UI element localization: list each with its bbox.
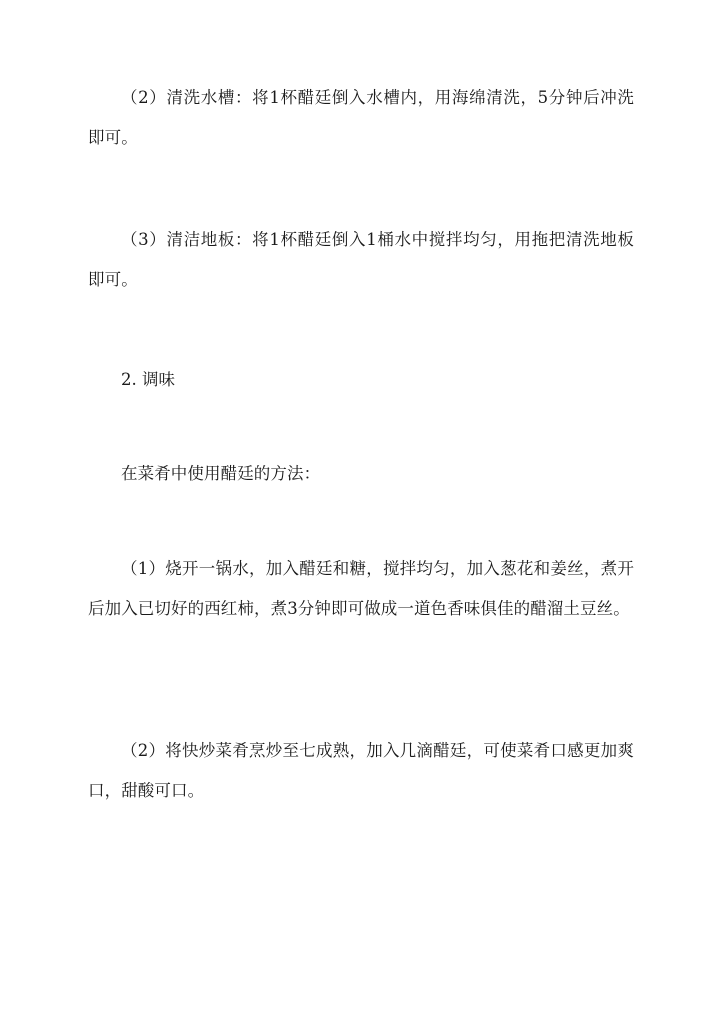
paragraph-recipe-tomato: （1）烧开一锅水，加入醋廷和糖，搅拌均匀，加入葱花和姜丝，煮开后加入已切好的西红柿，煮3分钟即可做成一道色香味俱佳的醋溜土豆丝。 bbox=[88, 559, 634, 618]
paragraph-recipe-stirfry: （2）将快炒菜肴烹炒至七成熟，加入几滴醋廷，可使菜肴口感更加爽口，甜酸可口。 bbox=[88, 741, 634, 800]
section-heading-seasoning: 2. 调味 bbox=[121, 370, 175, 389]
paragraph-usage-intro: 在菜肴中使用醋廷的方法： bbox=[121, 464, 321, 483]
paragraph-clean-sink: （2）清洗水槽：将1杯醋廷倒入水槽内，用海绵清洗，5分钟后冲洗即可。 bbox=[88, 88, 634, 147]
paragraph-clean-floor: （3）清洁地板：将1杯醋廷倒入1桶水中搅拌均匀，用拖把清洗地板即可。 bbox=[88, 230, 634, 289]
